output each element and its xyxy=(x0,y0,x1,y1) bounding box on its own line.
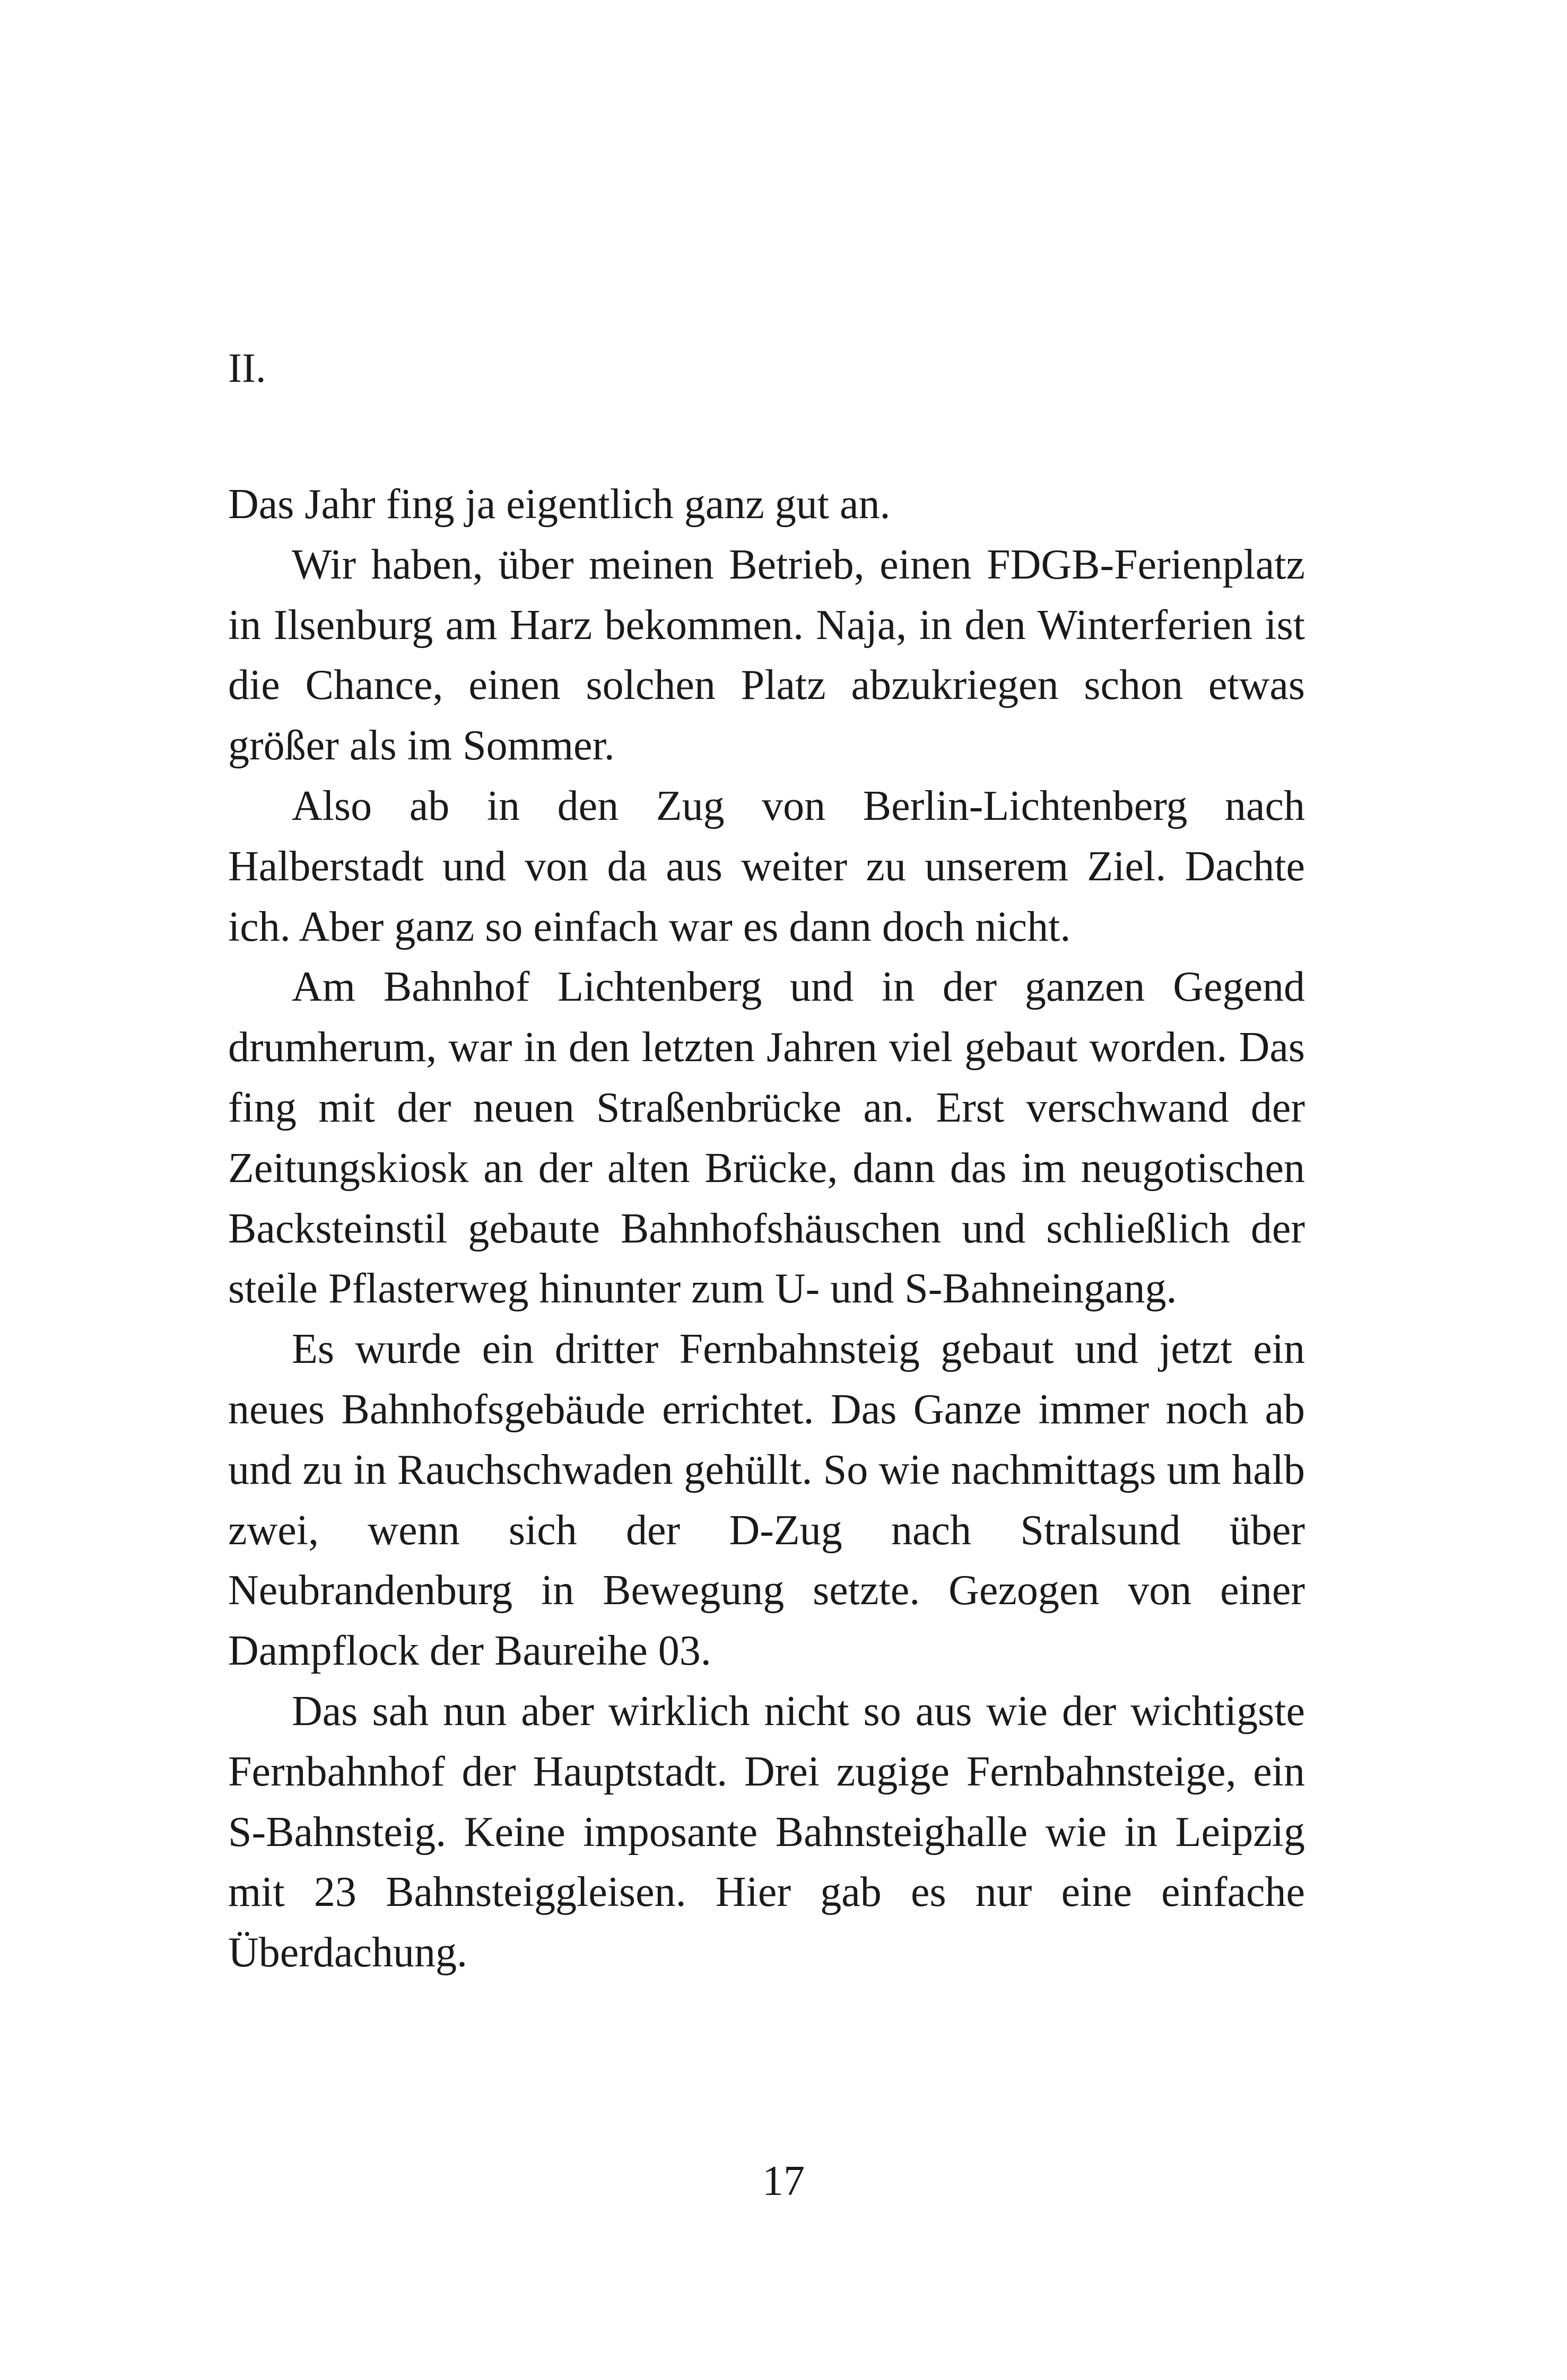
body-text xyxy=(228,475,1305,1983)
page-number: 17 xyxy=(762,2158,805,2204)
paragraph-4: Am Bahnhof Lichtenberg und in der ganzen Gegend drumherum, war in den letzten Jahren viel gebaut worden. Das fing mit der neuen Straßenbrücke an. Erst verschwand der Zeitungskiosk an der alten Brücke, dann das im neugotischen Backsteinstil gebaute Bahnhofshäuschen und schließlich der steile Pflasterweg hinunter zum U- und S-Bahneingang. xyxy=(228,964,1305,1312)
paragraph-2: Wir haben, über meinen Betrieb, einen FDGB-Ferienplatz in Ilsenburg am Harz bekommen. Naja, in den Winterferien ist die Chance, einen solchen Platz abzukriegen schon etwas größer als im Sommer. xyxy=(228,541,1305,769)
chapter-heading: II. xyxy=(228,345,266,391)
paragraph-3: Also ab in den Zug von Berlin-Lichtenberg nach Halberstadt und von da aus weiter zu unserem Ziel. Dachte ich. Aber ganz so einfach war es dann doch nicht. xyxy=(228,782,1305,950)
paragraph-6: Das sah nun aber wirklich nicht so aus wie der wichtigste Fernbahnhof der Hauptstadt. Drei zugige Fernbahnsteige, ein S-Bahnsteig. Keine imposante Bahnsteighalle wie in Leipzig mit 23 Bahnsteiggleisen. Hier gab es nur eine einfache Überdachung. xyxy=(228,1687,1305,1976)
paragraph-1: Das Jahr fing ja eigentlich ganz gut an. xyxy=(228,481,891,528)
paragraph-5: Es wurde ein dritter Fernbahnsteig gebaut und jetzt ein neues Bahnhofsgebäude errichtet. Das Ganze immer noch ab und zu in Rauchschwaden gehüllt. So wie nachmittags um halb zwei, wenn sich der D-Zug nach Stralsund über Neubrandenburg in Bewegung setzte. Gezogen von einer Dampflock der Baureihe 03. xyxy=(228,1326,1305,1675)
